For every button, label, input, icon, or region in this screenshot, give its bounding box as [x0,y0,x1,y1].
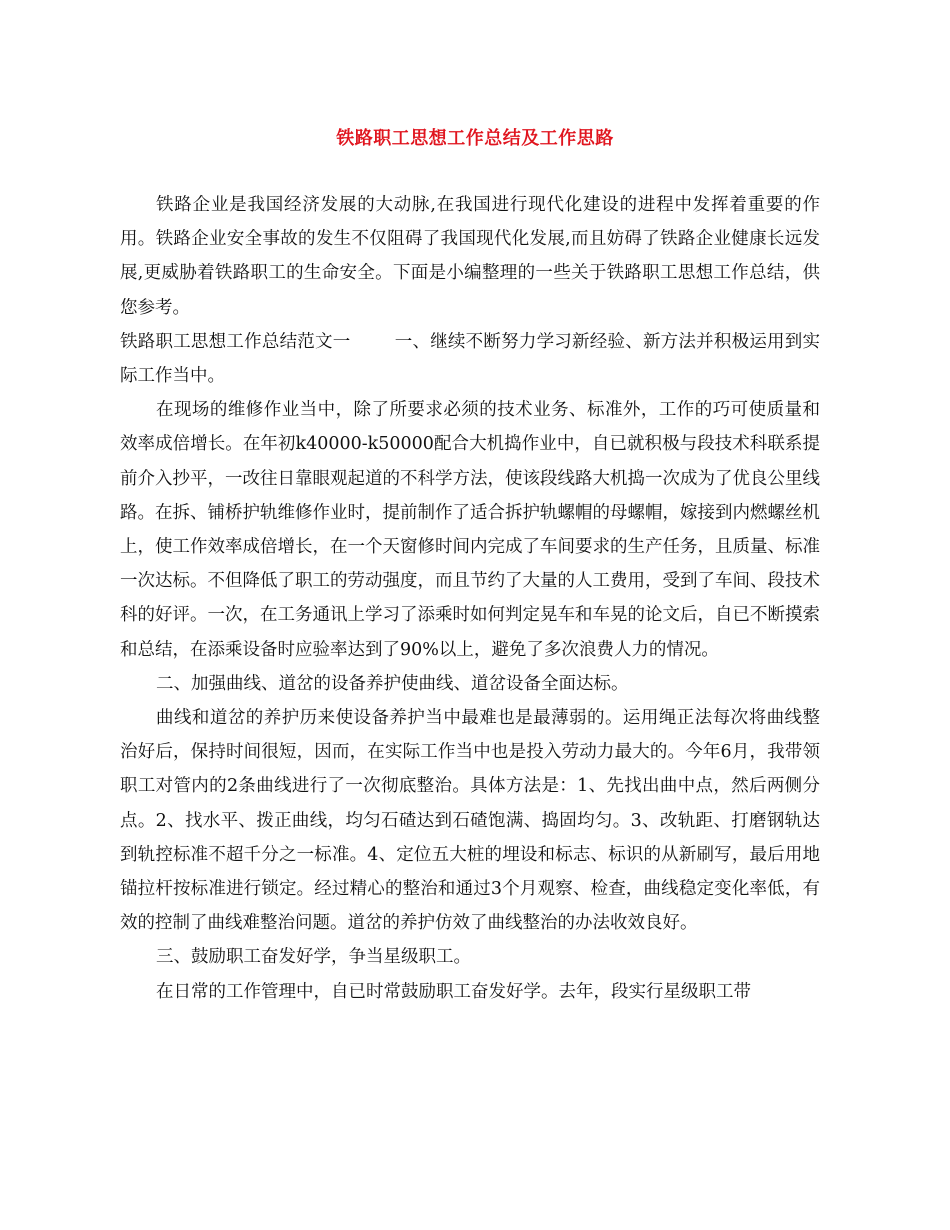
section-heading-line [120,325,820,393]
document-title: 铁路职工思想工作总结及工作思路 [336,128,614,149]
point-two-paragraph: 曲线和道岔的养护历来使设备养护当中最难也是最薄弱的。运用绳正法每次将曲线整治好后，保持时间很短，因而，在实际工作当中也是投入劳动力最大的。今年6月，我带领职工对管内的2条曲线进行了一次彻底整治。具体方法是：1、先找出曲中点，然后两侧分点。2、找水平、拨正曲线，均匀石碴达到石碴饱满、捣固均匀。3、改轨距、打磨钢轨达到轨控标准不超千分之一标准。4、定位五大桩的埋设和标志、标识的从新刷写，最后用地锚拉杆按标准进行锁定。经过精心的整治和通过3个月观察、检查，曲线稳定变化率低，有效的控制了曲线难整治问题。道岔的养护仿效了曲线整治的办法收效良好。 [120,708,820,934]
point-two-heading: 二、加强曲线、道岔的设备养护使曲线、道岔设备全面达标。 [156,673,629,694]
sample-title: 铁路职工思想工作总结范文一 [120,331,351,352]
point-one-paragraph: 在现场的维修作业当中，除了所要求必须的技术业务、标准外，工作的巧可使质量和效率成倍增长。在年初k40000-k50000配合大机捣作业中，自已就积极与段技术科联系提前介入抄平，一改往日靠眼观起道的不科学方法，使该段线路大机捣一次成为了优良公里线路。在拆、铺桥护轨维修作业时，提前制作了适合拆护轨螺帽的母螺帽，嫁接到内燃螺丝机上，使工作效率成倍增长，在一个天窗修时间内完成了车间要求的生产任务，且质量、标准一次达标。不但降低了职工的劳动强度，而且节约了大量的人工费用，受到了车间、段技术科的好评。一次，在工务通讯上学习了添乘时如何判定晃车和车晃的论文后，自已不断摸索和总结，在添乘设备时应验率达到了90%以上，避免了多次浪费人力的情况。 [120,400,820,660]
point-three-heading: 三、鼓励职工奋发好学，争当星级职工。 [156,947,471,968]
document-body [120,188,820,1009]
point-one-heading: 一、继续不断努力学习新经验、新方法并积极运用到实际工作当中。 [120,331,821,387]
point-three-paragraph: 在日常的工作管理中，自已时常鼓励职工奋发好学。去年，段实行星级职工带 [156,981,751,1002]
intro-paragraph: 铁路企业是我国经济发展的大动脉,在我国进行现代化建设的进程中发挥着重要的作用。铁路企业安全事故的发生不仅阻碍了我国现代化发展,而且妨碍了铁路企业健康长远发展,更威胁着铁路职工的生命安全。下面是小编整理的一些关于铁路职工思想工作总结，供您参考。 [120,195,820,318]
